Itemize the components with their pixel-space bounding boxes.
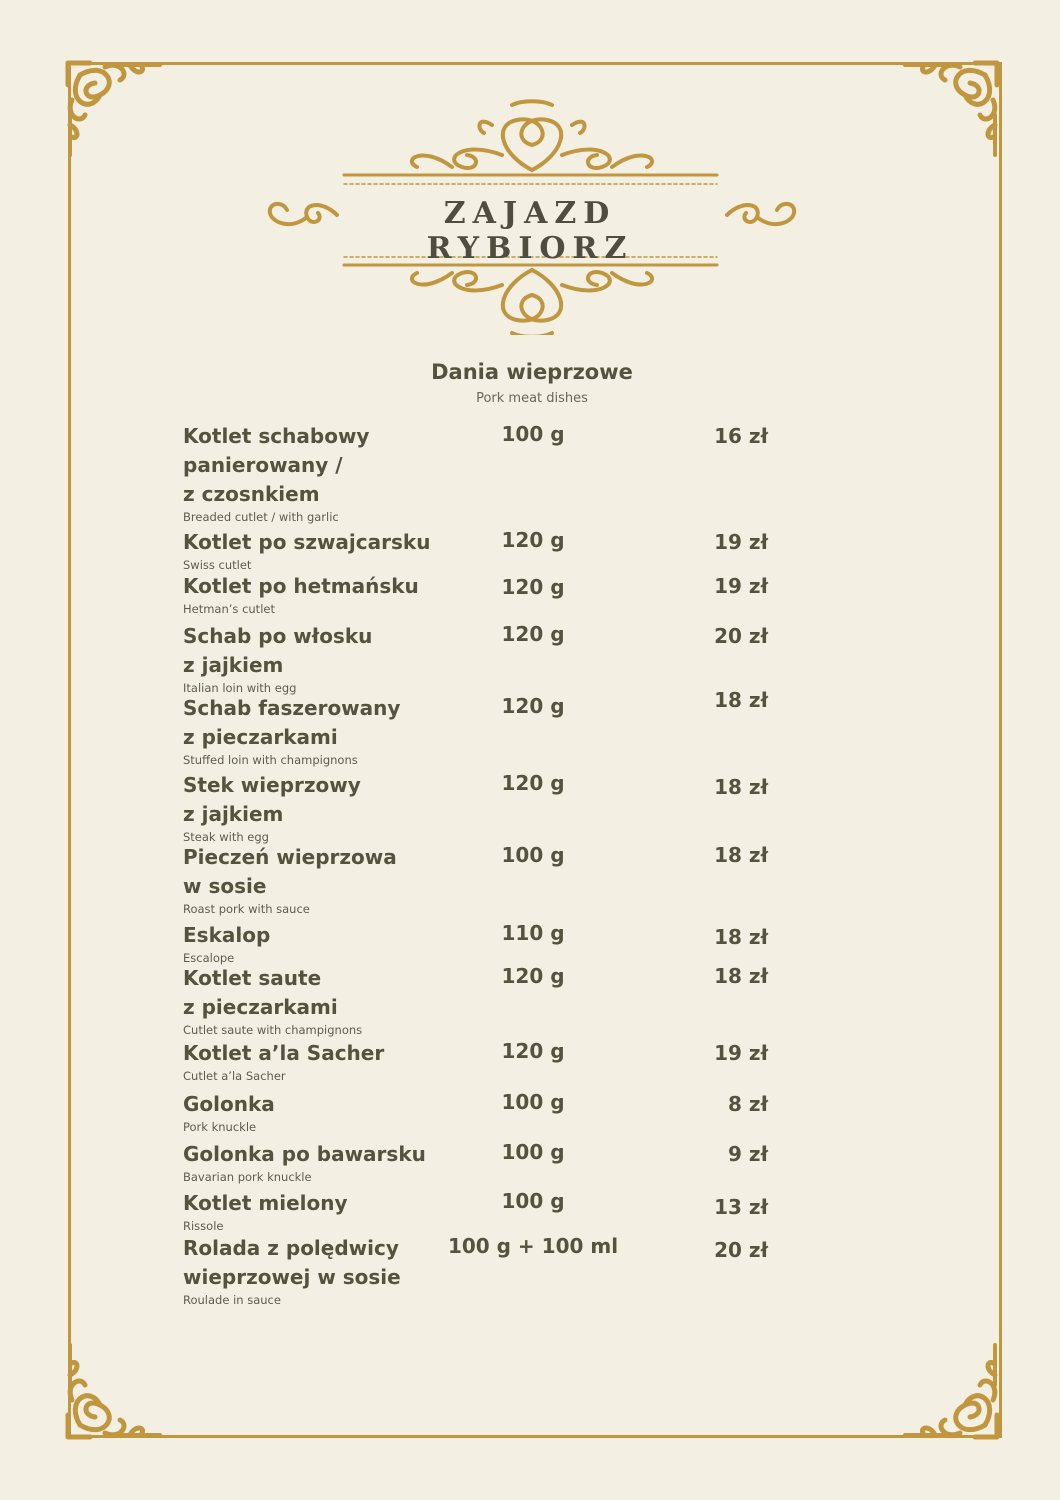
menu-item-name-line: z czosnkiem	[183, 482, 320, 506]
menu-item	[183, 964, 1023, 1038]
menu-item-name-line: Eskalop	[183, 923, 271, 947]
menu-item	[183, 528, 1023, 573]
menu-item	[183, 1140, 1023, 1185]
menu-item-price: 18 zł	[714, 964, 768, 988]
menu-item-price: 18 zł	[714, 843, 768, 867]
menu-item-name-line: wieprzowej w sosie	[183, 1265, 401, 1289]
menu-item-price: 8 zł	[728, 1092, 768, 1116]
menu-item	[183, 1090, 1023, 1135]
menu-item-description: Roulade in sauce	[183, 1293, 281, 1307]
menu-item-name-line: Kotlet mielony	[183, 1191, 348, 1215]
menu-item-name	[183, 1234, 443, 1292]
menu-item-price: 9 zł	[728, 1142, 768, 1166]
menu-item-name-line: z pieczarkami	[183, 725, 338, 749]
menu-item	[183, 771, 1023, 845]
menu-item-name	[183, 528, 443, 557]
menu-item-name-line: Schab faszerowany	[183, 696, 401, 720]
menu-item-name	[183, 694, 443, 752]
menu-item-price: 13 zł	[714, 1195, 768, 1219]
menu-item-weight: 120 g	[501, 771, 565, 795]
section-title: Dania wieprzowe	[431, 360, 633, 384]
corner-ornament-bottom-left	[60, 1335, 170, 1445]
menu-item-description: Swiss cutlet	[183, 558, 252, 572]
menu-item-weight: 100 g	[501, 1140, 565, 1164]
menu-item-price: 18 zł	[714, 775, 768, 799]
menu-item-price: 16 zł	[714, 424, 768, 448]
menu-item-description: Escalope	[183, 951, 235, 965]
menu-item-name-line: Kotlet po szwajcarsku	[183, 530, 431, 554]
menu-item-price: 19 zł	[714, 530, 768, 554]
menu-item-name	[183, 622, 443, 680]
menu-item-name-line: z jajkiem	[183, 802, 284, 826]
menu-item-price: 18 zł	[714, 688, 768, 712]
menu-item-name-line: z jajkiem	[183, 653, 284, 677]
menu-item-weight: 120 g	[501, 528, 565, 552]
menu-item-price: 19 zł	[714, 1041, 768, 1065]
menu-item	[183, 843, 1023, 917]
menu-item-description: Steak with egg	[183, 830, 269, 844]
menu-item-name-line: Schab po włosku	[183, 624, 373, 648]
menu-item-weight: 100 g	[501, 1189, 565, 1213]
menu-item-description: Stuffed loin with champignons	[183, 753, 358, 767]
menu-item	[183, 1189, 1023, 1234]
menu-item-name-line: Rolada z polędwicy	[183, 1236, 399, 1260]
menu-item-name-line: w sosie	[183, 874, 267, 898]
menu-item-name	[183, 1039, 443, 1068]
menu-item-name	[183, 572, 443, 601]
menu-item	[183, 921, 1023, 966]
menu-item-description: Rissole	[183, 1219, 224, 1233]
menu-item-description: Cutlet a’la Sacher	[183, 1069, 286, 1083]
menu-item-name-line: Kotlet po hetmańsku	[183, 574, 419, 598]
menu-item-weight: 110 g	[501, 921, 565, 945]
menu-item-name	[183, 1140, 443, 1169]
menu-item	[183, 572, 1023, 617]
menu-item-weight: 100 g	[501, 1090, 565, 1114]
menu-item-weight: 100 g	[501, 843, 565, 867]
menu-item-name-line: panierowany /	[183, 453, 343, 477]
menu-item-name	[183, 422, 443, 509]
menu-item-name	[183, 771, 443, 829]
menu-item	[183, 622, 1023, 696]
menu-item-description: Breaded cutlet / with garlic	[183, 510, 339, 524]
menu-item	[183, 1039, 1023, 1084]
menu-item	[183, 422, 1023, 525]
menu-item-description: Bavarian pork knuckle	[183, 1170, 312, 1184]
menu-item-name-line: Kotlet saute	[183, 966, 322, 990]
menu-item-price: 20 zł	[714, 624, 768, 648]
menu-item-description: Italian loin with egg	[183, 681, 297, 695]
menu-item	[183, 1234, 1023, 1308]
menu-item-weight: 120 g	[501, 964, 565, 988]
menu-item-description: Pork knuckle	[183, 1120, 257, 1134]
menu-item-name-line: Golonka po bawarsku	[183, 1142, 426, 1166]
menu-item-name-line: Golonka	[183, 1092, 275, 1116]
corner-ornament-bottom-right	[895, 1335, 1005, 1445]
menu-item-weight: 120 g	[501, 694, 565, 718]
corner-ornament-top-right	[895, 55, 1005, 165]
menu-item-price: 19 zł	[714, 574, 768, 598]
menu-item-price: 20 zł	[714, 1238, 768, 1262]
menu-item-description: Cutlet saute with champignons	[183, 1023, 363, 1037]
menu-item-name-line: Kotlet schabowy	[183, 424, 370, 448]
menu-item-description: Hetman’s cutlet	[183, 602, 275, 616]
menu-item-weight: 120 g	[501, 575, 565, 599]
menu-item-price: 18 zł	[714, 925, 768, 949]
menu-item-weight: 120 g	[501, 622, 565, 646]
menu-item-weight: 100 g	[501, 422, 565, 446]
menu-item-name	[183, 921, 443, 950]
menu-item-name-line: Kotlet a’la Sacher	[183, 1041, 385, 1065]
section-subtitle: Pork meat dishes	[476, 391, 588, 406]
menu-item-description: Roast pork with sauce	[183, 902, 310, 916]
menu-item-name	[183, 1090, 443, 1119]
menu-item-name	[183, 843, 443, 901]
menu-item-name-line: Pieczeń wieprzowa	[183, 845, 397, 869]
menu-item-name-line: Stek wieprzowy	[183, 773, 361, 797]
corner-ornament-top-left	[60, 55, 170, 165]
menu-item-weight: 100 g + 100 ml	[447, 1234, 619, 1258]
menu-item-name	[183, 1189, 443, 1218]
menu-item-weight: 120 g	[501, 1039, 565, 1063]
restaurant-title: ZAJAZD RYBIORZ	[426, 196, 634, 266]
menu-item-name-line: z pieczarkami	[183, 995, 338, 1019]
menu-item-name	[183, 964, 443, 1022]
